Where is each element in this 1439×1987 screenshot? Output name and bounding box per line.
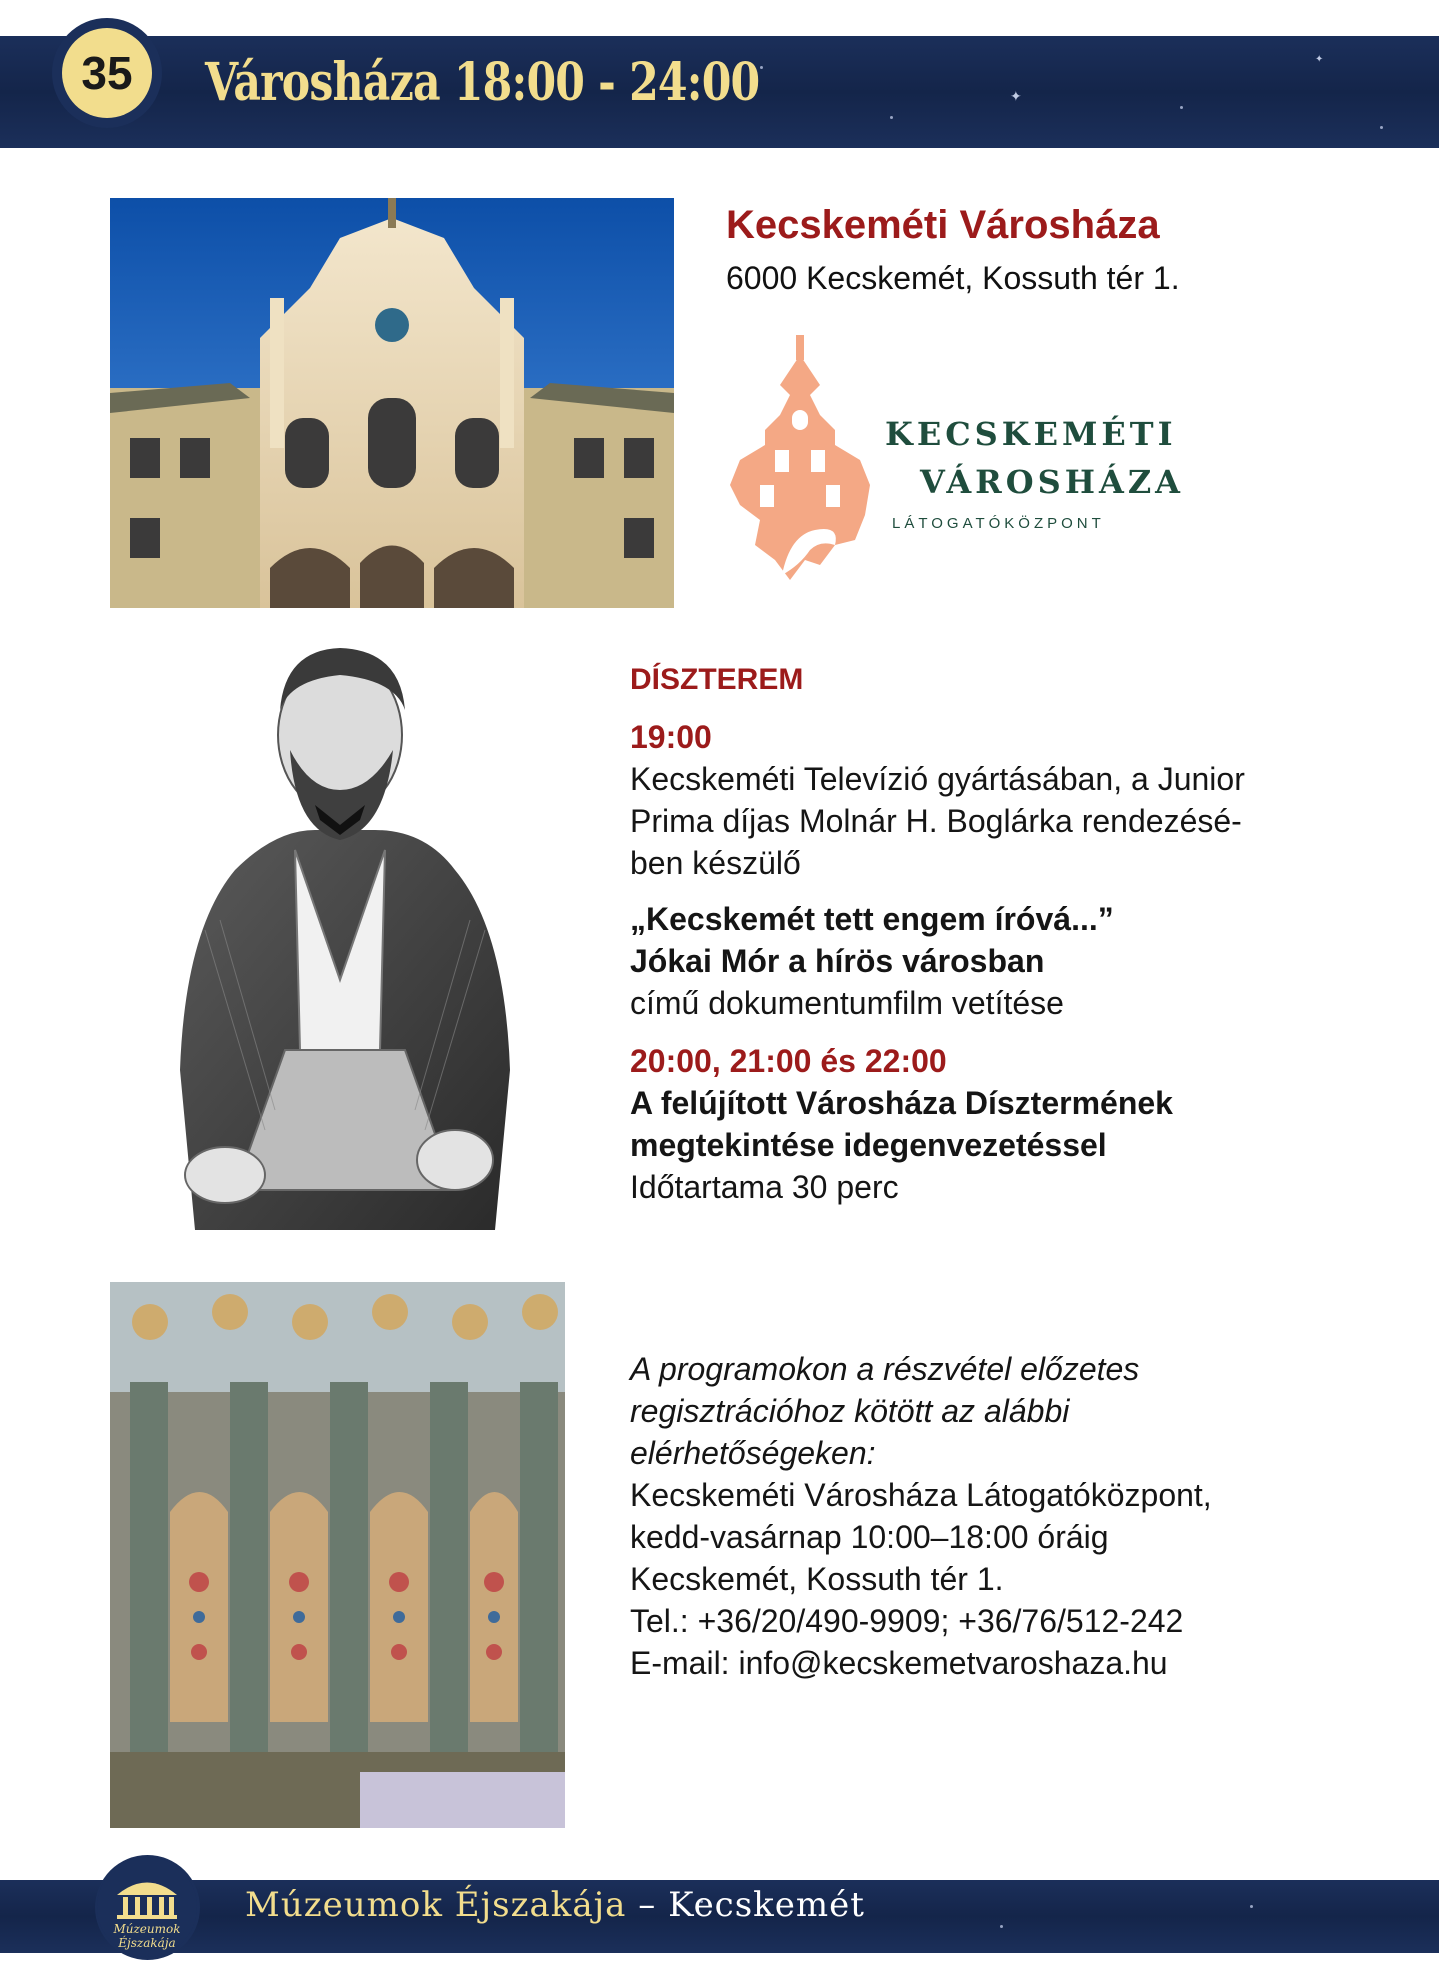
page-title: Városháza 18:00 - 24:00 [205, 52, 760, 113]
svg-text:Éjszakája: Éjszakája [118, 1936, 176, 1950]
contact-line: kedd-vasárnap 10:00–18:00 óráig [630, 1519, 1109, 1555]
event2-title-line: A felújított Városháza Dísztermének [630, 1085, 1173, 1121]
event1-title-line: „Kecskemét tett engem íróvá...” [630, 901, 1114, 937]
ceremonial-hall-photo [110, 1282, 565, 1828]
program-section [630, 660, 1350, 1208]
logo-line-3: LÁTOGATÓKÖZPONT [892, 515, 1105, 532]
registration-note-line: elérhetőségeken: [630, 1435, 876, 1471]
event1-intro-line: ben készülő [630, 845, 801, 881]
logo-line-2: VÁROSHÁZA [920, 463, 1184, 501]
contact-line: Kecskemét, Kossuth tér 1. [630, 1561, 1004, 1597]
program-number-badge [52, 18, 162, 128]
venue-address: 6000 Kecskemét, Kossuth tér 1. [726, 260, 1180, 296]
contact-phone: Tel.: +36/20/490-9909; +36/76/512-242 [630, 1603, 1184, 1639]
registration-note-line: regisztrációhoz kötött az alábbi [630, 1393, 1070, 1429]
footer-separator: – [638, 1885, 657, 1925]
town-hall-photo [110, 198, 674, 608]
event1-title-line: Jókai Mór a hírös városban [630, 943, 1045, 979]
event1-outro: című dokumentumfilm vetítése [630, 985, 1064, 1021]
footer-text [245, 1885, 865, 1925]
registration-section [630, 1348, 1350, 1684]
registration-note-line: A programokon a részvétel előzetes [630, 1351, 1140, 1387]
event2-time: 20:00, 21:00 és 22:00 [630, 1043, 947, 1079]
museums-night-logo [95, 1855, 200, 1960]
star-icon: ✦ [1315, 54, 1324, 65]
program-number: 35 [62, 28, 152, 118]
event2-duration: Időtartama 30 perc [630, 1169, 899, 1205]
venue-name: Kecskeméti Városháza [726, 203, 1160, 247]
visitor-center-logo [720, 335, 1184, 580]
logo-line-1: KECSKEMÉTI [885, 415, 1177, 453]
jokai-mor-portrait [125, 630, 565, 1230]
star-icon: ✦ [1010, 88, 1022, 104]
room-name: DÍSZTEREM [630, 663, 804, 696]
footer-event-name: Múzeumok Éjszakája [245, 1885, 627, 1925]
svg-text:Múzeumok: Múzeumok [113, 1922, 181, 1936]
event2-title-line: megtekintése idegenvezetéssel [630, 1127, 1107, 1163]
footer-city: Kecskemét [668, 1885, 865, 1925]
event1-time: 19:00 [630, 719, 712, 755]
event1-intro-line: Prima díjas Molnár H. Boglárka rendezésé- [630, 803, 1242, 839]
town-hall-silhouette-icon [720, 335, 880, 580]
contact-line: Kecskeméti Városháza Látogatóközpont, [630, 1477, 1212, 1513]
event1-intro-line: Kecskeméti Televízió gyártásában, a Junior [630, 761, 1245, 797]
contact-email: E-mail: info@kecskemetvaroshaza.hu [630, 1645, 1168, 1681]
